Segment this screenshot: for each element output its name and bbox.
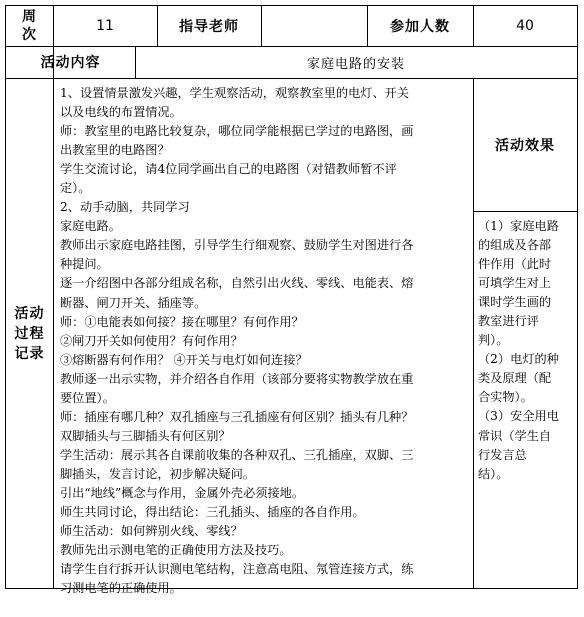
record-line: 家庭电路。 (60, 219, 121, 234)
record-line: 请学生自行拆开认识测电笔结构，注意高电阻、氖管连接方式，练 (60, 562, 414, 577)
record-line: 定）。 (60, 181, 91, 196)
participants-label: 参加人数 (390, 19, 450, 35)
record-body (60, 84, 472, 598)
week-value: 11 (96, 18, 114, 34)
topic-label: 活动内容 (40, 55, 101, 71)
week-label: 周次 (22, 9, 37, 43)
record-line: 师：①电能表如何接？接在哪里？有何作用？ (60, 314, 304, 329)
effect-line: 合实物）。 (478, 390, 533, 405)
effect-line: 类及原理（配 (478, 371, 552, 386)
record-line: 教师先出示测电笔的正确使用方法及技巧。 (60, 543, 292, 558)
effect-line: 教室进行评 (478, 314, 539, 329)
record-label: 活动过程记录 (14, 305, 45, 362)
effect-line: 的组成及各部 (478, 238, 552, 253)
topic-value: 家庭电路的安装 (306, 56, 405, 72)
record-line: 学生活动：展示其各自课前收集的各种双孔、三孔插座，双脚、三 (60, 447, 414, 462)
col-divider (53, 6, 54, 589)
record-line: 引出“地线”概念与作用，金属外壳必须接地。 (60, 485, 305, 500)
record-line: 逐一介绍图中各部分组成名称，自然引出火线、零线、电能表、熔 (60, 276, 414, 291)
record-line: 2、动手动脑，共同学习 (60, 200, 190, 215)
effect-label: 活动效果 (495, 137, 555, 154)
effect-line: （3）安全用电 (478, 409, 559, 424)
effect-line: 行发言总 (478, 447, 527, 462)
effect-line: 课时学生画的 (478, 295, 552, 310)
record-line: 师生共同讨论，得出结论：三孔插头、插座的各自作用。 (60, 505, 365, 520)
effect-divider (473, 211, 577, 212)
record-line: 学生交流讨论，请4位同学画出自己的电路图（对错教师暂不评 (60, 162, 397, 177)
record-line: ②闸刀开关如何使用？有何作用？ (60, 333, 243, 348)
record-line: 断器、闸刀开关、插座等。 (60, 295, 207, 310)
record-line: 教师出示家庭电路挂图，引导学生行细观察、鼓励学生对图进行各 (60, 238, 414, 253)
record-line: 以及电线的布置情况。 (60, 105, 182, 120)
participants-value: 40 (516, 18, 534, 34)
record-line: 师生活动：如何辨别火线、零线？ (60, 524, 243, 539)
record-line: 要位置）。 (60, 390, 115, 405)
record-line: 师：插座有哪几种？双孔插座与三孔插座有何区别？插头有几种？ (60, 409, 414, 424)
record-line: ③熔断器有何作用？ ④开关与电灯如何连接？ (60, 352, 308, 367)
teacher-value (261, 6, 367, 46)
effect-line: 判）。 (478, 333, 509, 348)
record-line: 种提问。 (60, 257, 109, 272)
record-line: 习测电笔的正确使用。 (60, 581, 182, 596)
effect-line: 常识（学生自 (478, 428, 552, 443)
effect-line: 结）。 (478, 466, 509, 481)
effect-line: （1）家庭电路 (478, 219, 559, 233)
effect-line: 可填学生对上 (478, 276, 552, 291)
record-line: 出教室里的电路图？ (60, 143, 170, 158)
record-line: 脚插头，发言讨论，初步解决疑问。 (60, 466, 255, 481)
effect-body (478, 217, 572, 484)
record-line: 双脚插头与三脚插头有何区别？ (60, 428, 231, 443)
record-line: 1、设置情景激发兴趣，学生观察活动，观察教室里的电灯、开关 (60, 86, 410, 100)
record-line: 师：教室里的电路比较复杂，哪位同学能根据已学过的电路图，画 (60, 124, 414, 139)
record-line: 教师逐一出示实物，并介绍各自作用（该部分要将实物教学放在重 (60, 371, 414, 386)
effect-line: 件作用（此时 (478, 257, 552, 272)
effect-line: （2）电灯的种 (478, 352, 559, 367)
teacher-label: 指导老师 (179, 19, 239, 35)
